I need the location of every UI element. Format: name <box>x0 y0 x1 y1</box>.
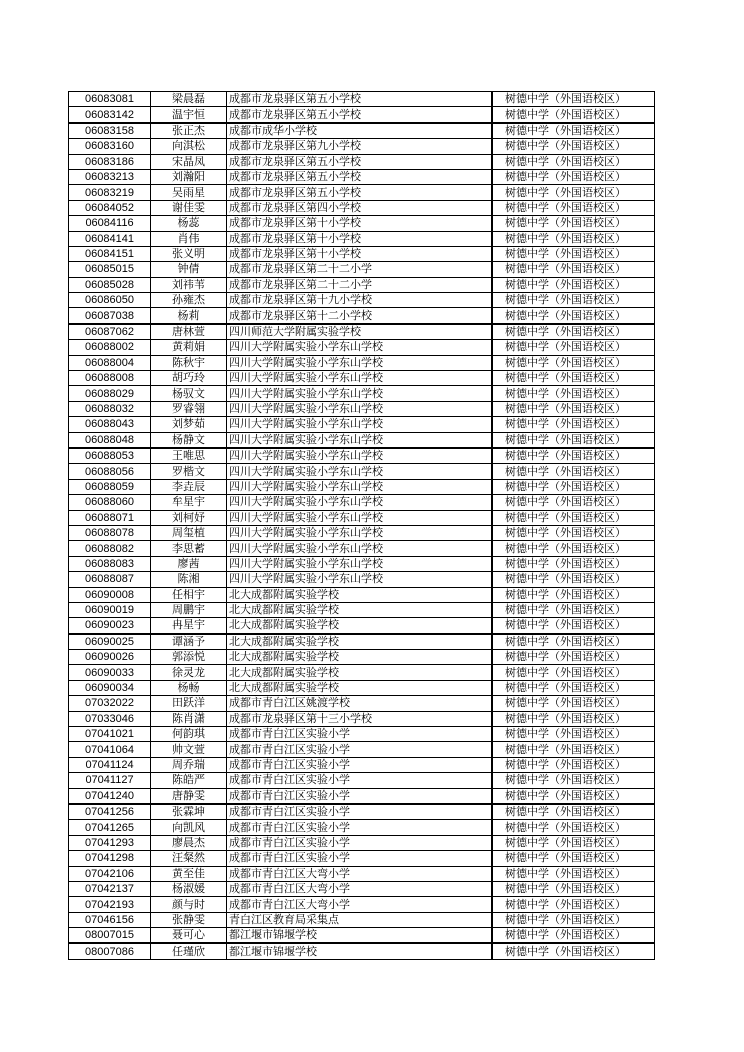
table-row <box>69 293 655 308</box>
student-id-cell: 06088071 <box>69 510 151 525</box>
student-name-cell: 肖伟 <box>151 231 227 246</box>
student-id-cell: 06083081 <box>69 92 151 107</box>
destination-cell: 树德中学（外国语校区） <box>493 727 655 742</box>
student-id-cell: 07041265 <box>69 820 151 835</box>
student-id-cell: 06084141 <box>69 231 151 246</box>
table-row <box>69 897 655 912</box>
table-row <box>69 804 655 820</box>
student-id-cell: 06083213 <box>69 169 151 184</box>
destination-cell: 树德中学（外国语校区） <box>493 541 655 556</box>
table-row <box>69 510 655 525</box>
table-row <box>69 340 655 355</box>
student-id-cell: 07033046 <box>69 711 151 726</box>
destination-cell: 树德中学（外国语校区） <box>493 340 655 355</box>
destination-cell: 树德中学（外国语校区） <box>493 866 655 881</box>
table-row <box>69 820 655 835</box>
table-row <box>69 757 655 772</box>
student-name-cell: 陈皓严 <box>151 773 227 788</box>
table-row <box>69 324 655 340</box>
table-row <box>69 602 655 617</box>
student-name-cell: 汪粲然 <box>151 851 227 866</box>
destination-cell: 树德中学（外国语校区） <box>493 804 655 820</box>
school-cell: 成都市龙泉驿区第九小学校 <box>227 139 492 154</box>
destination-cell: 树德中学（外国语校区） <box>493 154 655 169</box>
student-name-cell: 帅文萱 <box>151 742 227 757</box>
table-row <box>69 139 655 154</box>
student-name-cell: 唐静雯 <box>151 788 227 804</box>
student-name-cell: 杨莉 <box>151 308 227 324</box>
table-row <box>69 200 655 215</box>
student-id-cell: 06088029 <box>69 386 151 401</box>
destination-cell: 树德中学（外国语校区） <box>493 851 655 866</box>
table-row <box>69 525 655 540</box>
student-id-cell: 06083158 <box>69 123 151 139</box>
table-row <box>69 943 655 959</box>
table-row <box>69 246 655 261</box>
destination-cell: 树德中学（外国语校区） <box>493 634 655 650</box>
student-name-cell: 钟倩 <box>151 262 227 277</box>
school-cell: 北大成都附属实验学校 <box>227 618 492 634</box>
student-name-cell: 廖茜 <box>151 556 227 571</box>
school-cell: 四川大学附属实验小学东山学校 <box>227 371 492 386</box>
destination-cell: 树德中学（外国语校区） <box>493 262 655 277</box>
student-id-cell: 06088032 <box>69 401 151 416</box>
school-cell: 四川大学附属实验小学东山学校 <box>227 495 492 510</box>
student-name-cell: 陈湘 <box>151 572 227 587</box>
student-name-cell: 刘柯妤 <box>151 510 227 525</box>
student-name-cell: 温宇恒 <box>151 107 227 123</box>
table-body <box>69 92 655 960</box>
destination-cell: 树德中学（外国语校区） <box>493 417 655 432</box>
school-cell: 青白江区教育局采集点 <box>227 912 492 927</box>
school-cell: 成都市龙泉驿区第十二小学校 <box>227 308 492 324</box>
student-id-cell: 06088083 <box>69 556 151 571</box>
destination-cell: 树德中学（外国语校区） <box>493 308 655 324</box>
student-name-cell: 刘梦茹 <box>151 417 227 432</box>
student-id-cell: 07042193 <box>69 897 151 912</box>
school-cell: 北大成都附属实验学校 <box>227 665 492 680</box>
admission-list-table <box>68 91 655 960</box>
school-cell: 四川大学附属实验小学东山学校 <box>227 541 492 556</box>
table-row <box>69 742 655 757</box>
student-name-cell: 李垚辰 <box>151 479 227 494</box>
school-cell: 四川大学附属实验小学东山学校 <box>227 448 492 464</box>
destination-cell: 树德中学（外国语校区） <box>493 448 655 464</box>
student-id-cell: 06087062 <box>69 324 151 340</box>
school-cell: 北大成都附属实验学校 <box>227 602 492 617</box>
school-cell: 都江堰市锦堰学校 <box>227 928 492 944</box>
destination-cell: 树德中学（外国语校区） <box>493 464 655 479</box>
destination-cell: 树德中学（外国语校区） <box>493 602 655 617</box>
destination-cell: 树德中学（外国语校区） <box>493 107 655 123</box>
student-name-cell: 徐灵龙 <box>151 665 227 680</box>
student-name-cell: 刘瀚阳 <box>151 169 227 184</box>
student-name-cell: 杨蕊 <box>151 216 227 231</box>
table-row <box>69 650 655 665</box>
table-row <box>69 866 655 881</box>
table-row <box>69 835 655 850</box>
student-name-cell: 王唯思 <box>151 448 227 464</box>
school-cell: 成都市成华小学校 <box>227 123 492 139</box>
school-cell: 四川大学附属实验小学东山学校 <box>227 355 492 370</box>
student-name-cell: 黄至佳 <box>151 866 227 881</box>
table-row <box>69 851 655 866</box>
student-id-cell: 06084052 <box>69 200 151 215</box>
table-row <box>69 169 655 184</box>
student-name-cell: 牟星宇 <box>151 495 227 510</box>
student-name-cell: 颜与时 <box>151 897 227 912</box>
table-row <box>69 788 655 804</box>
student-id-cell: 06083219 <box>69 185 151 200</box>
student-id-cell: 06085028 <box>69 277 151 292</box>
school-cell: 四川大学附属实验小学东山学校 <box>227 340 492 355</box>
school-cell: 北大成都附属实验学校 <box>227 680 492 695</box>
school-cell: 四川大学附属实验小学东山学校 <box>227 510 492 525</box>
student-name-cell: 田跃洋 <box>151 696 227 711</box>
student-id-cell: 06083160 <box>69 139 151 154</box>
school-cell: 成都市青白江区大弯小学 <box>227 897 492 912</box>
student-name-cell: 廖晨杰 <box>151 835 227 850</box>
school-cell: 四川大学附属实验小学东山学校 <box>227 417 492 432</box>
table-row <box>69 665 655 680</box>
school-cell: 成都市青白江区实验小学 <box>227 727 492 742</box>
school-cell: 四川大学附属实验小学东山学校 <box>227 525 492 540</box>
destination-cell: 树德中学（外国语校区） <box>493 495 655 510</box>
destination-cell: 树德中学（外国语校区） <box>493 788 655 804</box>
table-row <box>69 479 655 494</box>
school-cell: 成都市青白江区姚渡学校 <box>227 696 492 711</box>
school-cell: 成都市青白江区实验小学 <box>227 757 492 772</box>
student-id-cell: 07041127 <box>69 773 151 788</box>
student-id-cell: 07041124 <box>69 757 151 772</box>
student-id-cell: 07046156 <box>69 912 151 927</box>
school-cell: 成都市龙泉驿区第十三小学校 <box>227 711 492 726</box>
student-id-cell: 06088059 <box>69 479 151 494</box>
destination-cell: 树德中学（外国语校区） <box>493 277 655 292</box>
student-id-cell: 06086050 <box>69 293 151 308</box>
school-cell: 成都市龙泉驿区第二十二小学 <box>227 262 492 277</box>
table-row <box>69 727 655 742</box>
table-row <box>69 618 655 634</box>
school-cell: 北大成都附属实验学校 <box>227 650 492 665</box>
table-row <box>69 928 655 944</box>
student-id-cell: 06087038 <box>69 308 151 324</box>
student-id-cell: 06090026 <box>69 650 151 665</box>
student-id-cell: 06083186 <box>69 154 151 169</box>
destination-cell: 树德中学（外国语校区） <box>493 897 655 912</box>
school-cell: 成都市龙泉驿区第五小学校 <box>227 169 492 184</box>
destination-cell: 树德中学（外国语校区） <box>493 757 655 772</box>
school-cell: 成都市龙泉驿区第十九小学校 <box>227 293 492 308</box>
table-row <box>69 680 655 695</box>
table-row <box>69 355 655 370</box>
student-id-cell: 06088082 <box>69 541 151 556</box>
destination-cell: 树德中学（外国语校区） <box>493 169 655 184</box>
destination-cell: 树德中学（外国语校区） <box>493 696 655 711</box>
destination-cell: 树德中学（外国语校区） <box>493 92 655 107</box>
destination-cell: 树德中学（外国语校区） <box>493 123 655 139</box>
student-name-cell: 杨畅 <box>151 680 227 695</box>
student-id-cell: 07041293 <box>69 835 151 850</box>
student-id-cell: 07032022 <box>69 696 151 711</box>
school-cell: 成都市青白江区实验小学 <box>227 835 492 850</box>
table-row <box>69 773 655 788</box>
school-cell: 成都市龙泉驿区第二十二小学 <box>227 277 492 292</box>
destination-cell: 树德中学（外国语校区） <box>493 246 655 261</box>
student-name-cell: 张正杰 <box>151 123 227 139</box>
student-id-cell: 06088043 <box>69 417 151 432</box>
school-cell: 成都市青白江区大弯小学 <box>227 881 492 896</box>
table-row <box>69 572 655 587</box>
table-row <box>69 556 655 571</box>
school-cell: 成都市龙泉驿区第十小学校 <box>227 246 492 261</box>
destination-cell: 树德中学（外国语校区） <box>493 525 655 540</box>
school-cell: 四川大学附属实验小学东山学校 <box>227 464 492 479</box>
school-cell: 成都市青白江区大弯小学 <box>227 866 492 881</box>
table-row <box>69 92 655 107</box>
student-id-cell: 07041021 <box>69 727 151 742</box>
table-row <box>69 541 655 556</box>
destination-cell: 树德中学（外国语校区） <box>493 587 655 602</box>
destination-cell: 树德中学（外国语校区） <box>493 401 655 416</box>
table-row <box>69 587 655 602</box>
table-row <box>69 448 655 464</box>
destination-cell: 树德中学（外国语校区） <box>493 572 655 587</box>
destination-cell: 树德中学（外国语校区） <box>493 355 655 370</box>
school-cell: 四川师范大学附属实验学校 <box>227 324 492 340</box>
student-id-cell: 07042106 <box>69 866 151 881</box>
destination-cell: 树德中学（外国语校区） <box>493 324 655 340</box>
school-cell: 四川大学附属实验小学东山学校 <box>227 572 492 587</box>
destination-cell: 树德中学（外国语校区） <box>493 139 655 154</box>
school-cell: 成都市龙泉驿区第五小学校 <box>227 185 492 200</box>
student-id-cell: 06085015 <box>69 262 151 277</box>
destination-cell: 树德中学（外国语校区） <box>493 510 655 525</box>
destination-cell: 树德中学（外国语校区） <box>493 216 655 231</box>
table-row <box>69 881 655 896</box>
table-row <box>69 464 655 479</box>
student-name-cell: 周乔瑞 <box>151 757 227 772</box>
table-row <box>69 386 655 401</box>
destination-cell: 树德中学（外国语校区） <box>493 231 655 246</box>
school-cell: 四川大学附属实验小学东山学校 <box>227 386 492 401</box>
student-name-cell: 陈肖潇 <box>151 711 227 726</box>
table-row <box>69 912 655 927</box>
student-id-cell: 06084116 <box>69 216 151 231</box>
school-cell: 成都市龙泉驿区第十小学校 <box>227 231 492 246</box>
table-row <box>69 401 655 416</box>
student-name-cell: 胡巧玲 <box>151 371 227 386</box>
student-id-cell: 06084151 <box>69 246 151 261</box>
student-name-cell: 任相宇 <box>151 587 227 602</box>
student-name-cell: 吴雨星 <box>151 185 227 200</box>
student-id-cell: 07042137 <box>69 881 151 896</box>
student-id-cell: 06088053 <box>69 448 151 464</box>
destination-cell: 树德中学（外国语校区） <box>493 371 655 386</box>
school-cell: 成都市青白江区实验小学 <box>227 804 492 820</box>
student-name-cell: 向淇松 <box>151 139 227 154</box>
destination-cell: 树德中学（外国语校区） <box>493 912 655 927</box>
destination-cell: 树德中学（外国语校区） <box>493 200 655 215</box>
student-name-cell: 梁晨磊 <box>151 92 227 107</box>
student-id-cell: 08007015 <box>69 928 151 944</box>
school-cell: 成都市龙泉驿区第五小学校 <box>227 154 492 169</box>
school-cell: 成都市龙泉驿区第四小学校 <box>227 200 492 215</box>
student-id-cell: 06088008 <box>69 371 151 386</box>
destination-cell: 树德中学（外国语校区） <box>493 881 655 896</box>
table-row <box>69 371 655 386</box>
student-name-cell: 周玺植 <box>151 525 227 540</box>
school-cell: 成都市青白江区实验小学 <box>227 820 492 835</box>
student-id-cell: 06090034 <box>69 680 151 695</box>
student-id-cell: 07041240 <box>69 788 151 804</box>
table-row <box>69 123 655 139</box>
school-cell: 四川大学附属实验小学东山学校 <box>227 401 492 416</box>
student-id-cell: 06090023 <box>69 618 151 634</box>
destination-cell: 树德中学（外国语校区） <box>493 185 655 200</box>
table-row <box>69 711 655 726</box>
student-name-cell: 聂可心 <box>151 928 227 944</box>
student-id-cell: 07041064 <box>69 742 151 757</box>
destination-cell: 树德中学（外国语校区） <box>493 293 655 308</box>
table-row <box>69 107 655 123</box>
destination-cell: 树德中学（外国语校区） <box>493 618 655 634</box>
school-cell: 北大成都附属实验学校 <box>227 587 492 602</box>
student-name-cell: 张霖坤 <box>151 804 227 820</box>
student-id-cell: 06088002 <box>69 340 151 355</box>
table-row <box>69 216 655 231</box>
student-name-cell: 何韵琪 <box>151 727 227 742</box>
destination-cell: 树德中学（外国语校区） <box>493 928 655 944</box>
table-row <box>69 417 655 432</box>
student-name-cell: 罗楷文 <box>151 464 227 479</box>
student-id-cell: 06088087 <box>69 572 151 587</box>
destination-cell: 树德中学（外国语校区） <box>493 943 655 959</box>
destination-cell: 树德中学（外国语校区） <box>493 835 655 850</box>
student-name-cell: 刘祎苇 <box>151 277 227 292</box>
school-cell: 北大成都附属实验学校 <box>227 634 492 650</box>
student-name-cell: 张静雯 <box>151 912 227 927</box>
destination-cell: 树德中学（外国语校区） <box>493 711 655 726</box>
table-row <box>69 185 655 200</box>
student-name-cell: 杨驭文 <box>151 386 227 401</box>
student-id-cell: 06088056 <box>69 464 151 479</box>
student-id-cell: 06088060 <box>69 495 151 510</box>
destination-cell: 树德中学（外国语校区） <box>493 479 655 494</box>
table-row <box>69 634 655 650</box>
student-name-cell: 杨静文 <box>151 432 227 448</box>
destination-cell: 树德中学（外国语校区） <box>493 556 655 571</box>
school-cell: 四川大学附属实验小学东山学校 <box>227 479 492 494</box>
table-row <box>69 154 655 169</box>
table-row <box>69 696 655 711</box>
student-id-cell: 06088048 <box>69 432 151 448</box>
student-id-cell: 08007086 <box>69 943 151 959</box>
student-name-cell: 张义明 <box>151 246 227 261</box>
school-cell: 成都市青白江区实验小学 <box>227 851 492 866</box>
student-name-cell: 向凯风 <box>151 820 227 835</box>
student-id-cell: 06088004 <box>69 355 151 370</box>
student-id-cell: 06090008 <box>69 587 151 602</box>
school-cell: 成都市龙泉驿区第五小学校 <box>227 107 492 123</box>
destination-cell: 树德中学（外国语校区） <box>493 665 655 680</box>
school-cell: 都江堰市锦堰学校 <box>227 943 492 959</box>
destination-cell: 树德中学（外国语校区） <box>493 680 655 695</box>
student-name-cell: 郭添悦 <box>151 650 227 665</box>
student-name-cell: 黄莉娟 <box>151 340 227 355</box>
student-id-cell: 06088078 <box>69 525 151 540</box>
destination-cell: 树德中学（外国语校区） <box>493 773 655 788</box>
destination-cell: 树德中学（外国语校区） <box>493 432 655 448</box>
school-cell: 成都市龙泉驿区第五小学校 <box>227 92 492 107</box>
student-name-cell: 孙雍杰 <box>151 293 227 308</box>
table-row <box>69 432 655 448</box>
destination-cell: 树德中学（外国语校区） <box>493 820 655 835</box>
student-id-cell: 06090025 <box>69 634 151 650</box>
student-name-cell: 杨淑媛 <box>151 881 227 896</box>
destination-cell: 树德中学（外国语校区） <box>493 650 655 665</box>
student-name-cell: 陈秋宇 <box>151 355 227 370</box>
table-row <box>69 231 655 246</box>
student-name-cell: 罗睿翎 <box>151 401 227 416</box>
destination-cell: 树德中学（外国语校区） <box>493 386 655 401</box>
school-cell: 成都市龙泉驿区第十小学校 <box>227 216 492 231</box>
table-row <box>69 495 655 510</box>
destination-cell: 树德中学（外国语校区） <box>493 742 655 757</box>
school-cell: 四川大学附属实验小学东山学校 <box>227 432 492 448</box>
student-id-cell: 07041298 <box>69 851 151 866</box>
student-name-cell: 唐林萱 <box>151 324 227 340</box>
student-id-cell: 06090033 <box>69 665 151 680</box>
school-cell: 成都市青白江区实验小学 <box>227 742 492 757</box>
school-cell: 成都市青白江区实验小学 <box>227 773 492 788</box>
student-name-cell: 谭涵予 <box>151 634 227 650</box>
student-id-cell: 06090019 <box>69 602 151 617</box>
school-cell: 四川大学附属实验小学东山学校 <box>227 556 492 571</box>
student-id-cell: 06083142 <box>69 107 151 123</box>
student-name-cell: 冉星宇 <box>151 618 227 634</box>
table-row <box>69 277 655 292</box>
school-cell: 成都市青白江区实验小学 <box>227 788 492 804</box>
student-name-cell: 宋晶凤 <box>151 154 227 169</box>
table-row <box>69 262 655 277</box>
student-id-cell: 07041256 <box>69 804 151 820</box>
student-name-cell: 周鹏宇 <box>151 602 227 617</box>
student-name-cell: 李思蓄 <box>151 541 227 556</box>
student-name-cell: 任瑾欣 <box>151 943 227 959</box>
table-row <box>69 308 655 324</box>
student-name-cell: 谢佳雯 <box>151 200 227 215</box>
